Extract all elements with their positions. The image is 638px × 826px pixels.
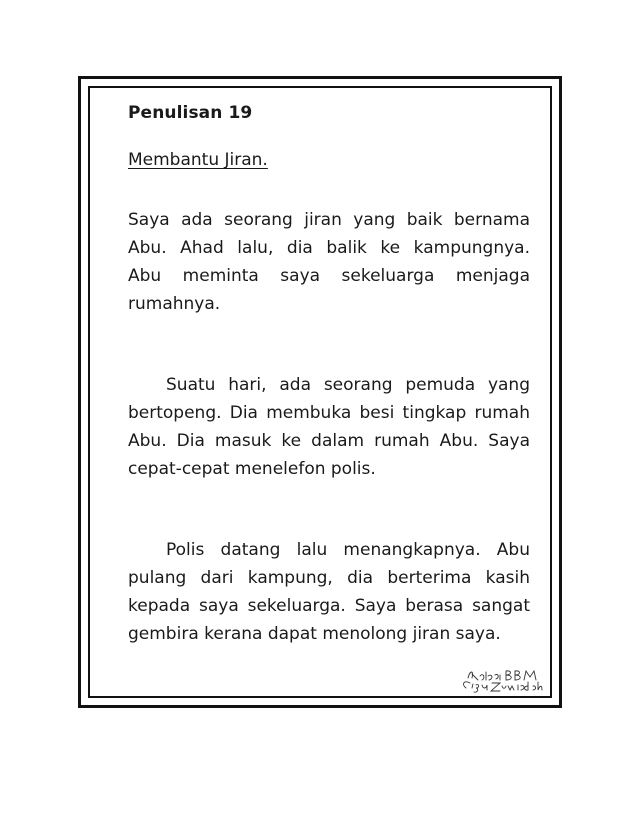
essay-title: Membantu Jiran. bbox=[128, 150, 268, 170]
paragraph-line: pulang dari kampung, dia berterima kasih bbox=[128, 568, 530, 588]
paragraph-line: cepat-cepat menelefon polis. bbox=[128, 459, 376, 479]
paragraph-2 bbox=[128, 371, 530, 483]
paragraph-line: Abu. Ahad lalu, dia balik ke kampungnya. bbox=[128, 238, 530, 258]
paragraph-1 bbox=[128, 206, 530, 318]
paragraph-line: bertopeng. Dia membuka besi tingkap rumah bbox=[128, 403, 530, 423]
paragraph-line: Polis datang lalu menangkapnya. Abu bbox=[166, 540, 530, 560]
worksheet-title: Penulisan 19 bbox=[128, 103, 253, 123]
paragraph-line: kepada saya sekeluarga. Saya berasa sangat bbox=[128, 596, 530, 616]
author-signature bbox=[448, 666, 544, 696]
paragraph-line: Saya ada seorang jiran yang baik bernama bbox=[128, 210, 530, 230]
paragraph-line: rumahnya. bbox=[128, 294, 221, 314]
paragraph-3 bbox=[128, 536, 530, 648]
paragraph-line: Abu meminta saya sekeluarga menjaga bbox=[128, 266, 530, 286]
paragraph-line: Abu. Dia masuk ke dalam rumah Abu. Saya bbox=[128, 431, 530, 451]
paragraph-line: gembira kerana dapat menolong jiran saya. bbox=[128, 624, 501, 644]
paragraph-line: Suatu hari, ada seorang pemuda yang bbox=[166, 375, 530, 395]
